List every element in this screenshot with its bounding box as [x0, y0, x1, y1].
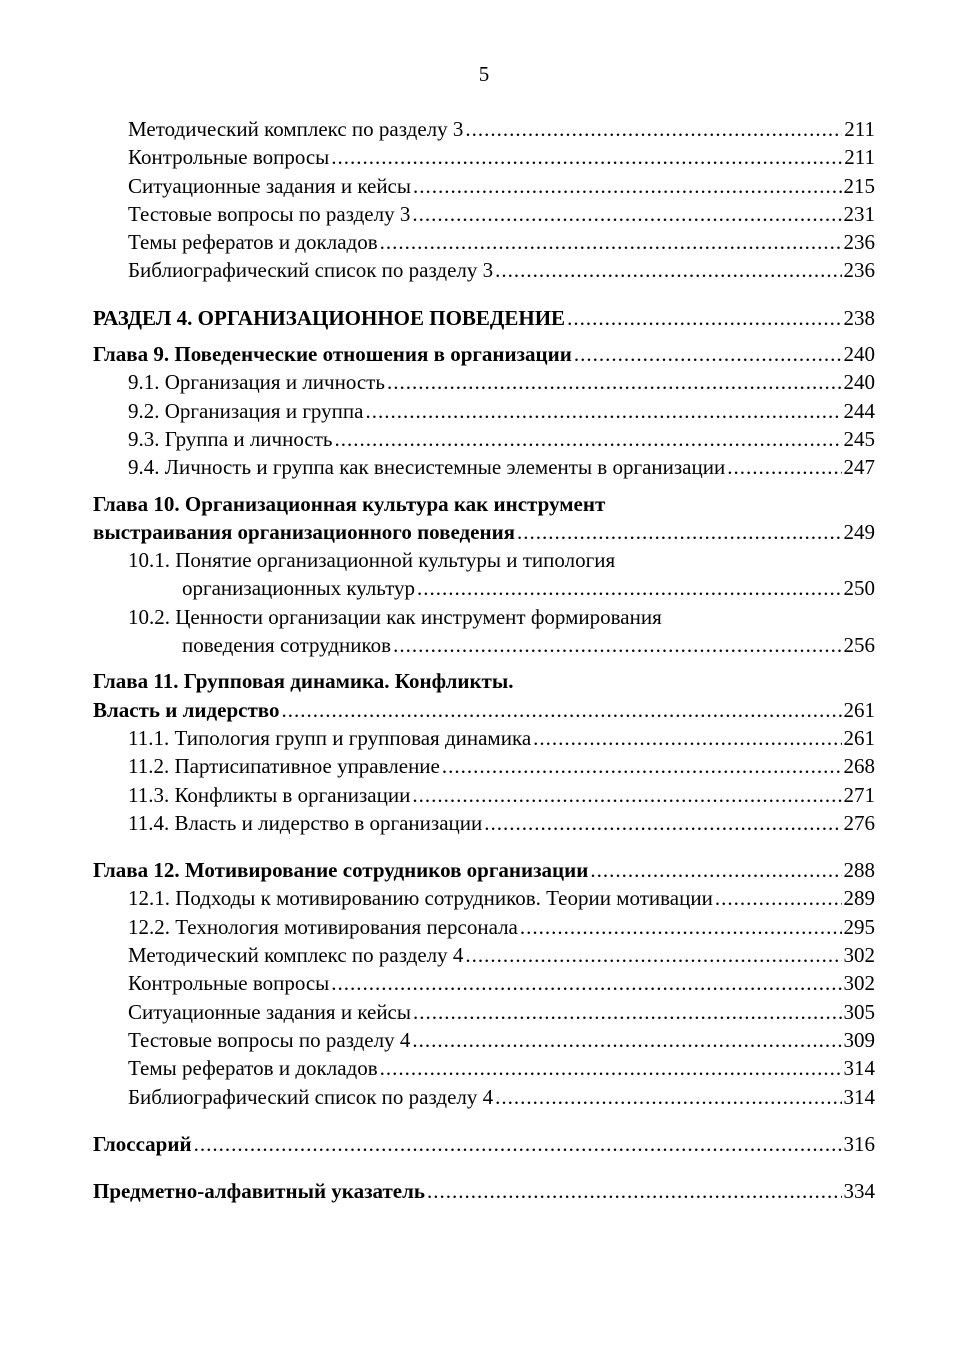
- toc-entry-page: 261: [843, 725, 875, 750]
- toc-entry[interactable]: [93, 1083, 875, 1111]
- dot-leader: [334, 425, 841, 453]
- toc-entry[interactable]: [93, 913, 875, 941]
- toc-entry[interactable]: [93, 368, 875, 396]
- toc-entry[interactable]: [93, 631, 875, 659]
- toc-entry[interactable]: [93, 256, 875, 284]
- toc-chapter-10[interactable]: [93, 518, 875, 546]
- toc-entry[interactable]: [93, 143, 875, 171]
- toc-chapter-label: выстраивания организационного поведения: [93, 519, 516, 544]
- dot-leader: [417, 574, 842, 602]
- toc-entry[interactable]: [93, 1026, 875, 1054]
- toc-glossary-label: Глоссарий: [93, 1131, 192, 1156]
- toc-entry-label: Библиографический список по разделу 3: [128, 258, 494, 283]
- toc-entry-page: 314: [843, 1056, 875, 1081]
- dot-leader: [495, 1083, 841, 1111]
- toc-entry-label: Контрольные вопросы: [128, 971, 330, 996]
- toc-section-page: 238: [843, 305, 875, 330]
- toc-entry-page: 245: [843, 426, 875, 451]
- toc-entry-label: 11.4. Власть и лидерство в организации: [128, 810, 483, 835]
- toc-entry-label: Методический комплекс по разделу 4: [128, 943, 464, 968]
- table-of-contents: [93, 115, 875, 1205]
- toc-entry-page: 250: [843, 576, 875, 601]
- toc-entry-label: Темы рефератов и докладов: [128, 1056, 378, 1081]
- dot-leader: [727, 453, 841, 481]
- toc-entry-label: Библиографический список по разделу 4: [128, 1084, 494, 1109]
- toc-chapter-label: Глава 9. Поведенческие отношения в организации: [93, 342, 572, 367]
- toc-entry[interactable]: [93, 781, 875, 809]
- toc-entry-page: 236: [843, 258, 875, 283]
- dot-leader: [412, 781, 841, 809]
- dot-leader: [380, 228, 842, 256]
- toc-chapter-11-title: Глава 11. Групповая динамика. Конфликты.: [93, 669, 514, 694]
- toc-entry[interactable]: [93, 752, 875, 780]
- toc-entry-page: 215: [843, 173, 875, 198]
- toc-subject-index[interactable]: [93, 1177, 875, 1205]
- toc-entry-label: 12.2. Технология мотивирования персонала: [128, 914, 518, 939]
- toc-entry-title: 10.2. Ценности организации как инструмент формирования: [128, 604, 662, 629]
- dot-leader: [517, 518, 841, 546]
- dot-leader: [465, 941, 841, 969]
- toc-entry-label: 9.1. Организация и личность: [128, 370, 385, 395]
- toc-chapter-page: 249: [843, 519, 875, 544]
- toc-entry-label: 11.3. Конфликты в организации: [128, 782, 411, 807]
- toc-entry[interactable]: [93, 574, 875, 602]
- dot-leader: [574, 340, 842, 368]
- toc-chapter-12[interactable]: [93, 856, 875, 884]
- toc-entry[interactable]: [93, 397, 875, 425]
- toc-glossary-page: 316: [843, 1131, 875, 1156]
- toc-entry-page: 295: [843, 914, 875, 939]
- toc-section-4[interactable]: [93, 304, 875, 332]
- toc-entry-label: Контрольные вопросы: [128, 145, 330, 170]
- toc-glossary[interactable]: [93, 1130, 875, 1158]
- toc-entry-label: 11.1. Типология групп и групповая динамика: [128, 725, 532, 750]
- toc-entry-label: Ситуационные задания и кейсы: [128, 999, 411, 1024]
- toc-entry-label: 9.2. Организация и группа: [128, 398, 364, 423]
- toc-entry-page: 276: [843, 810, 875, 835]
- dot-leader: [590, 856, 841, 884]
- toc-entry-label: Ситуационные задания и кейсы: [128, 173, 411, 198]
- dot-leader: [465, 115, 842, 143]
- toc-entry[interactable]: [93, 884, 875, 912]
- toc-chapter-page: 261: [843, 697, 875, 722]
- toc-entry-page: 302: [843, 943, 875, 968]
- toc-entry-label: поведения сотрудников: [182, 633, 392, 658]
- toc-entry[interactable]: [93, 425, 875, 453]
- dot-leader: [331, 143, 842, 171]
- toc-entry-label: Тестовые вопросы по разделу 4: [128, 1027, 411, 1052]
- toc-entry[interactable]: [93, 809, 875, 837]
- toc-entry-page: 211: [844, 145, 875, 170]
- toc-entry-page: 236: [843, 230, 875, 255]
- toc-entry-page: 211: [844, 117, 875, 141]
- dot-leader: [387, 368, 842, 396]
- toc-section-label: РАЗДЕЛ 4. ОРГАНИЗАЦИОННОЕ ПОВЕДЕНИЕ: [93, 305, 566, 330]
- toc-chapter-page: 240: [843, 342, 875, 367]
- toc-entry-page: 231: [843, 201, 875, 226]
- toc-entry-page: 256: [843, 633, 875, 658]
- toc-chapter-11[interactable]: [93, 696, 875, 724]
- toc-entry-label: 9.3. Группа и личность: [128, 426, 333, 451]
- dot-leader: [413, 172, 842, 200]
- toc-entry-page: 268: [843, 754, 875, 779]
- toc-entry[interactable]: [93, 969, 875, 997]
- dot-leader: [715, 884, 842, 912]
- dot-leader: [520, 913, 842, 941]
- toc-entry[interactable]: [93, 724, 875, 752]
- toc-entry[interactable]: [93, 115, 875, 143]
- toc-chapter-10-title: Глава 10. Организационная культура как инструмент: [93, 491, 606, 516]
- toc-entry[interactable]: [93, 172, 875, 200]
- dot-leader: [380, 1054, 842, 1082]
- dot-leader: [412, 1026, 841, 1054]
- toc-chapter-label: Глава 12. Мотивирование сотрудников организации: [93, 858, 589, 883]
- toc-entry[interactable]: [93, 200, 875, 228]
- toc-entry-page: 314: [843, 1084, 875, 1109]
- toc-entry-label: 11.2. Партисипативное управление: [128, 754, 440, 779]
- toc-entry-label: Тестовые вопросы по разделу 3: [128, 201, 411, 226]
- toc-entry-page: 305: [843, 999, 875, 1024]
- toc-entry[interactable]: [93, 998, 875, 1026]
- toc-entry-page: 247: [843, 455, 875, 480]
- dot-leader: [412, 200, 841, 228]
- page-number: 5: [478, 62, 490, 86]
- toc-entry-page: 289: [843, 886, 875, 911]
- toc-entry[interactable]: [93, 228, 875, 256]
- toc-entry[interactable]: [93, 1054, 875, 1082]
- dot-leader: [413, 998, 842, 1026]
- dot-leader: [533, 724, 841, 752]
- toc-index-page: 334: [843, 1179, 875, 1204]
- dot-leader: [331, 969, 841, 997]
- toc-entry-label: организационных культур: [182, 576, 415, 601]
- toc-entry-page: 244: [843, 398, 875, 423]
- toc-entry-label: 9.4. Личность и группа как внесистемные элементы в организации: [128, 455, 726, 480]
- dot-leader: [427, 1177, 841, 1205]
- toc-chapter-label: Власть и лидерство: [93, 697, 280, 722]
- toc-entry[interactable]: [93, 941, 875, 969]
- toc-index-label: Предметно-алфавитный указатель: [93, 1179, 426, 1204]
- toc-entry-label: Темы рефератов и докладов: [128, 230, 378, 255]
- dot-leader: [393, 631, 841, 659]
- dot-leader: [484, 809, 841, 837]
- toc-entry-label: 12.1. Подходы к мотивированию сотрудников. Теории мотивации: [128, 886, 713, 911]
- toc-entry-label: Методический комплекс по разделу 3: [128, 117, 464, 141]
- toc-chapter-9[interactable]: [93, 340, 875, 368]
- toc-entry-page: 302: [843, 971, 875, 996]
- toc-entry-page: 240: [843, 370, 875, 395]
- toc-entry[interactable]: [93, 453, 875, 481]
- dot-leader: [365, 397, 841, 425]
- toc-chapter-page: 288: [843, 858, 875, 883]
- toc-entry-title: 10.1. Понятие организационной культуры и типология: [128, 548, 616, 573]
- dot-leader: [442, 752, 842, 780]
- dot-leader: [281, 696, 841, 724]
- dot-leader: [495, 256, 841, 284]
- dot-leader: [194, 1130, 842, 1158]
- toc-entry-page: 271: [843, 782, 875, 807]
- dot-leader: [567, 304, 841, 332]
- toc-entry-page: 309: [843, 1027, 875, 1052]
